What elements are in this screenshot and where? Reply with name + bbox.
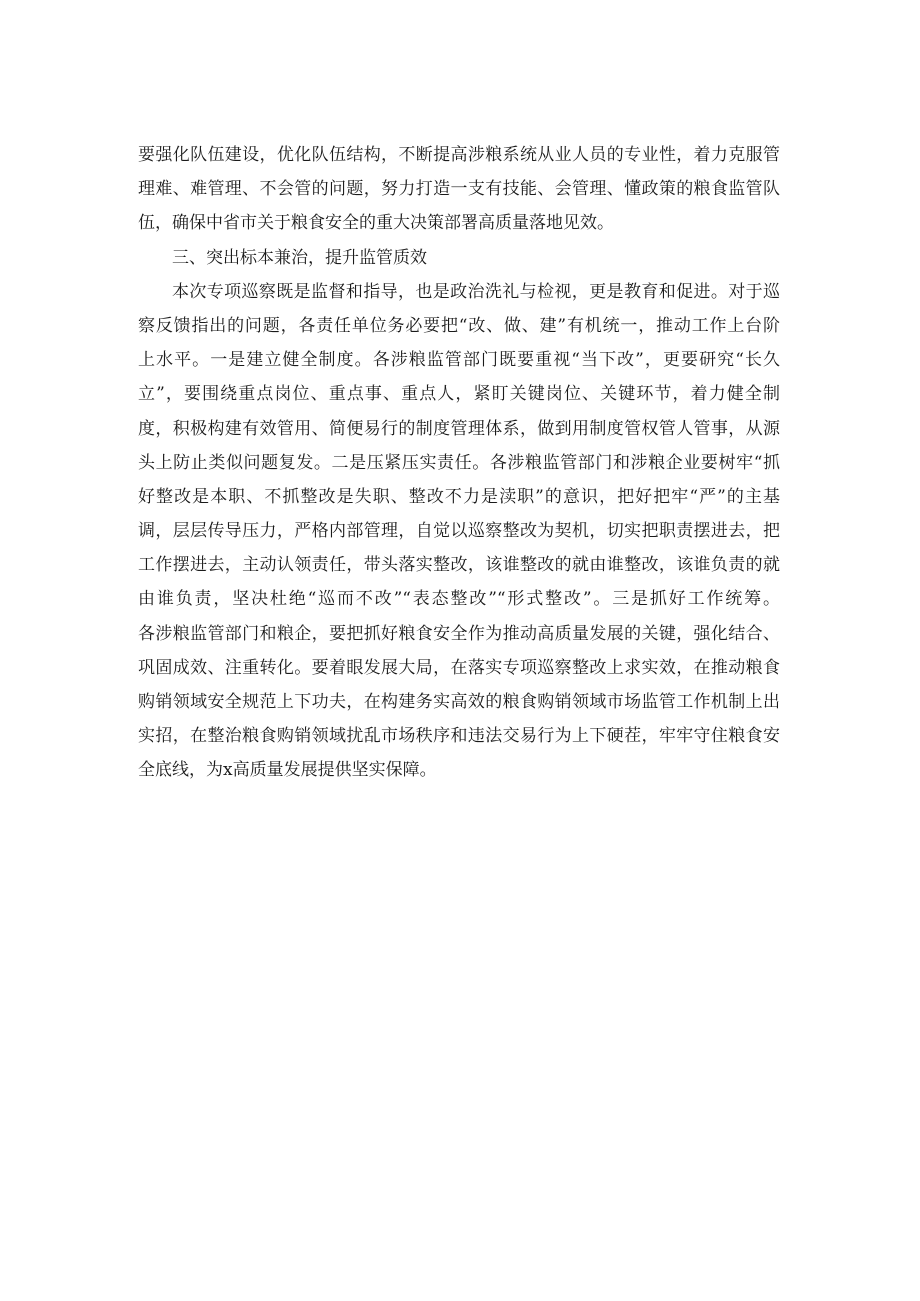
text-line: 各涉粮监管部门和粮企，要把抓好粮食安全作为推动高质量发展的关键，强化结合、 [138,623,780,644]
text-line: 伍，确保中省市关于粮食安全的重大决策部署高质量落地见效。 [138,213,614,234]
text-line: 调，层层传导压力，严格内部管理，自觉以巡察整改为契机，切实把职责摆进去，把 [138,521,780,542]
paragraph-team-building [138,138,780,241]
text-line: 工作摆进去，主动认领责任，带头落实整改，该谁整改的就由谁整改，该谁负责的就 [138,555,780,576]
text-line: 好整改是本职、不抓整改是失职、整改不力是渎职”的意识，把好把牢“严”的主基 [138,486,780,507]
text-line: 理难、难管理、不会管的问题，努力打造一支有技能、会管理、懂政策的粮食监管队 [138,179,780,200]
text-line: 立”，要围绕重点岗位、重点事、重点人，紧盯关键岗位、关键环节，着力健全制 [138,384,780,405]
text-line: 要强化队伍建设，优化队伍结构，不断提高涉粮系统从业人员的专业性，着力克服管 [138,145,780,165]
text-line: 购销领域安全规范上下功夫，在构建务实高效的粮食购销领域市场监管工作机制上出 [138,692,780,712]
section-heading-3: 三、突出标本兼治，提升监管质效 [172,247,427,268]
text-line: 上水平。一是建立健全制度。各涉粮监管部门既要重视“当下改”，更要研究“长久 [138,350,780,371]
text-line: 实招，在整治粮食购销领域扰乱市场秩序和违法交易行为上下硬茬，牢牢守住粮食安 [138,726,780,747]
paragraph-supervision-effectiveness [138,275,780,788]
text-line: 度，积极构建有效管用、简便易行的制度管理体系，做到用制度管权管人管事，从源 [138,418,780,439]
text-line: 察反馈指出的问题，各责任单位务必要把“改、做、建”有机统一，推动工作上台阶 [138,315,780,336]
document-body [138,138,780,788]
text-line: 全底线，为x高质量发展提供坚实保障。 [138,760,437,781]
text-line: 巩固成效、注重转化。要着眼发展大局，在落实专项巡察整改上求实效，在推动粮食 [138,657,780,678]
text-line: 头上防止类似问题复发。二是压紧压实责任。各涉粮监管部门和涉粮企业要树牢“抓 [138,452,780,473]
text-line: 本次专项巡察既是监督和指导，也是政治洗礼与检视，更是教育和促进。对于巡 [172,281,780,302]
text-line: 由谁负责，坚决杜绝“巡而不改”“表态整改”“形式整改”。三是抓好工作统筹。 [138,589,780,610]
